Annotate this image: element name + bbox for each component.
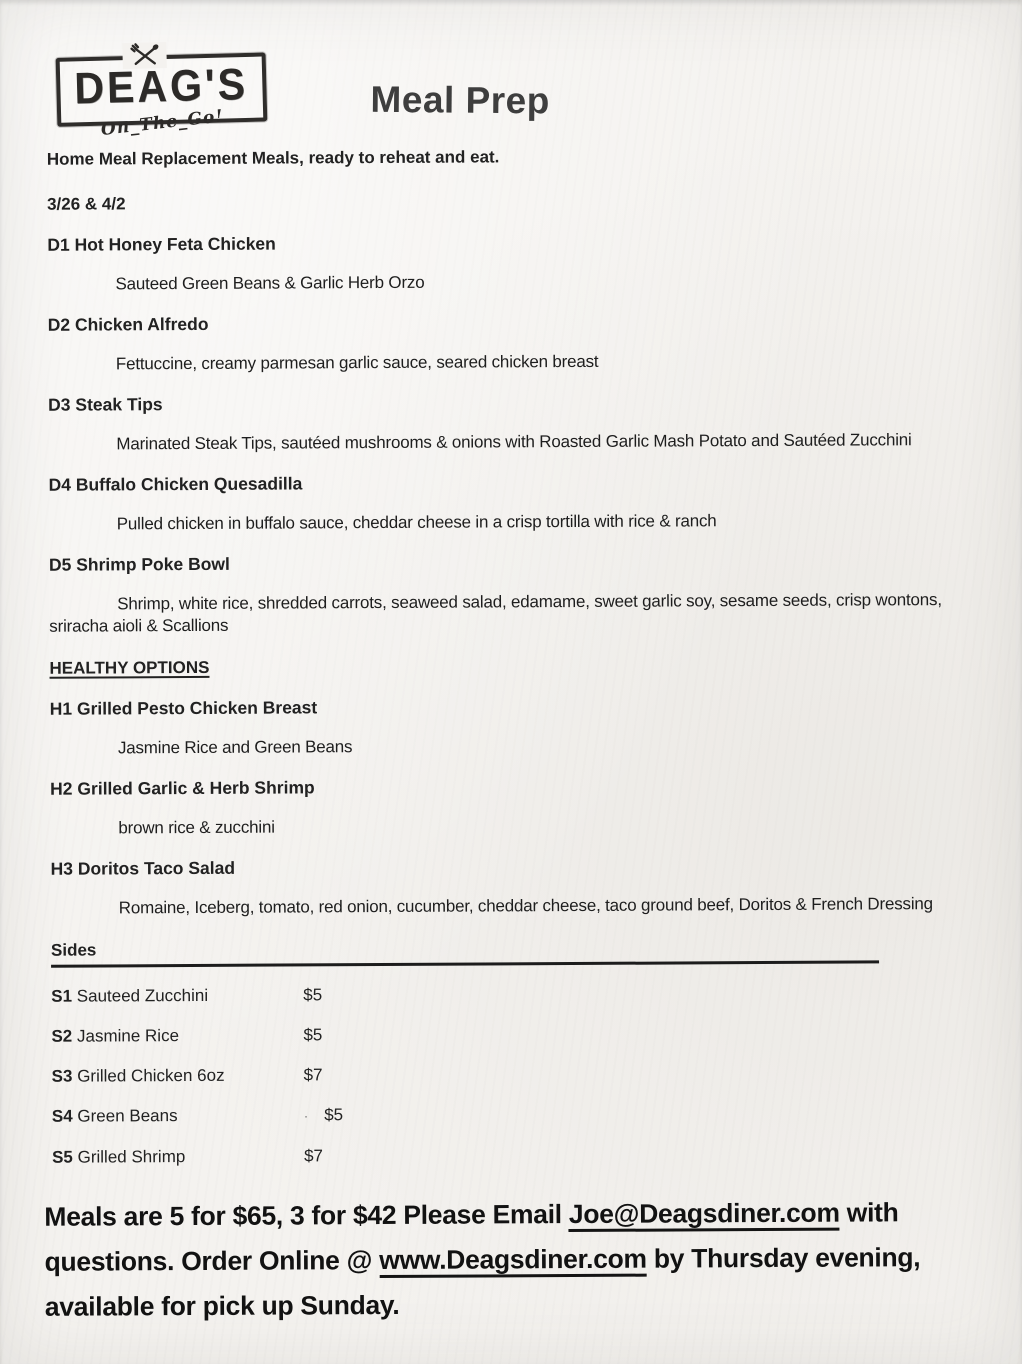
footer-line-2 bbox=[44, 1235, 1018, 1285]
website-link-text: www.Deagsdiner.com bbox=[379, 1244, 647, 1278]
side-name: S2 Jasmine Rice bbox=[51, 1026, 180, 1046]
item-code: D2 bbox=[47, 314, 71, 335]
footer-text: by Thursday evening, bbox=[646, 1242, 921, 1274]
item-title-h2 bbox=[50, 773, 1016, 800]
side-name: S5 Grilled Shrimp bbox=[52, 1147, 186, 1167]
footer-ordering-info bbox=[44, 1190, 1019, 1330]
side-price: $7 bbox=[304, 1146, 324, 1166]
item-code: H1 bbox=[49, 698, 73, 719]
item-title-d1 bbox=[47, 229, 1013, 256]
side-row-s1 bbox=[51, 981, 1017, 1008]
footer-line-1 bbox=[44, 1190, 1018, 1240]
item-desc-line: Shrimp, white rice, shredded carrots, seaweed salad, edamame, sweet garlic soy, sesame seeds, crisp wontons, bbox=[117, 590, 942, 614]
item-desc-d2: Fettuccine, creamy parmesan garlic sauce, seared chicken breast bbox=[115, 351, 599, 374]
page-title: Meal Prep bbox=[369, 78, 550, 122]
item-name: Chicken Alfredo bbox=[74, 313, 209, 335]
logo-wordmark: DEAG'S bbox=[73, 59, 249, 114]
item-name: Shrimp Poke Bowl bbox=[76, 553, 230, 575]
deags-logo bbox=[56, 52, 267, 141]
item-title-h1 bbox=[50, 693, 1016, 720]
intro-text: Home Meal Replacement Meals, ready to reheat and eat. bbox=[46, 147, 500, 169]
header bbox=[46, 0, 1013, 141]
side-name: S1 Sauteed Zucchini bbox=[51, 985, 209, 1006]
footer-text: with bbox=[839, 1197, 899, 1228]
item-title-d5 bbox=[49, 549, 1015, 576]
item-title-d2 bbox=[48, 309, 1014, 336]
item-name: Grilled Pesto Chicken Breast bbox=[76, 697, 318, 719]
menu-dates: 3/26 & 4/2 bbox=[47, 194, 126, 214]
footer-text: questions. Order Online @ bbox=[44, 1245, 380, 1277]
logo-tagline: On_The_Go! bbox=[99, 106, 225, 141]
side-row-s3 bbox=[52, 1061, 1018, 1088]
side-price: $7 bbox=[303, 1065, 323, 1085]
item-name: Buffalo Chicken Quesadilla bbox=[75, 473, 303, 495]
side-price: $5 bbox=[303, 1025, 323, 1045]
item-code: D5 bbox=[48, 554, 72, 575]
item-name: Steak Tips bbox=[75, 394, 163, 415]
item-code: H2 bbox=[50, 778, 73, 799]
item-desc-d1: Sauteed Green Beans & Garlic Herb Orzo bbox=[115, 272, 425, 294]
item-desc-line: sriracha aioli & Scallions bbox=[49, 615, 229, 636]
item-code: D3 bbox=[48, 394, 71, 415]
side-row-s4 bbox=[52, 1101, 1018, 1129]
item-code: D1 bbox=[47, 234, 70, 255]
item-title-h3 bbox=[50, 853, 1016, 880]
side-row-s5 bbox=[52, 1142, 1018, 1169]
scan-speck: · bbox=[303, 1108, 309, 1124]
item-title-d4 bbox=[48, 469, 1014, 496]
item-desc-d3: Marinated Steak Tips, sautéed mushrooms & onions with Roasted Garlic Mash Potato and Sautéed Zucchini bbox=[116, 430, 912, 454]
item-desc-d4: Pulled chicken in buffalo sauce, cheddar cheese in a crisp tortilla with rice & ranch bbox=[116, 511, 717, 534]
item-name: Grilled Garlic & Herb Shrimp bbox=[77, 777, 315, 799]
email-link-text: Joe@Deagsdiner.com bbox=[569, 1198, 840, 1232]
item-title-d3 bbox=[48, 389, 1014, 416]
side-name: S3 Grilled Chicken 6oz bbox=[51, 1065, 225, 1086]
side-price: $5 bbox=[303, 985, 323, 1005]
healthy-options-heading: HEALTHY OPTIONS bbox=[49, 657, 210, 678]
sides-heading: Sides bbox=[51, 935, 879, 967]
footer-text: Meals are 5 for $65, 3 for $42 Please Email bbox=[44, 1199, 569, 1232]
side-name: S4 Green Beans bbox=[51, 1106, 178, 1126]
item-desc-h2: brown rice & zucchini bbox=[118, 817, 275, 838]
item-desc-d5 bbox=[49, 589, 1015, 638]
side-row-s2 bbox=[51, 1021, 1017, 1048]
item-code: H3 bbox=[50, 858, 73, 879]
item-desc-h3: Romaine, Iceberg, tomato, red onion, cucumber, cheddar cheese, taco ground beef, Doritos & French Dressing bbox=[118, 894, 933, 918]
item-desc-h1: Jasmine Rice and Green Beans bbox=[117, 737, 353, 758]
side-price: $5 bbox=[324, 1105, 344, 1125]
footer-line-3: available for pick up Sunday. bbox=[44, 1289, 400, 1322]
item-code: D4 bbox=[48, 474, 71, 495]
item-name: Doritos Taco Salad bbox=[77, 857, 236, 879]
item-name: Hot Honey Feta Chicken bbox=[74, 233, 276, 255]
